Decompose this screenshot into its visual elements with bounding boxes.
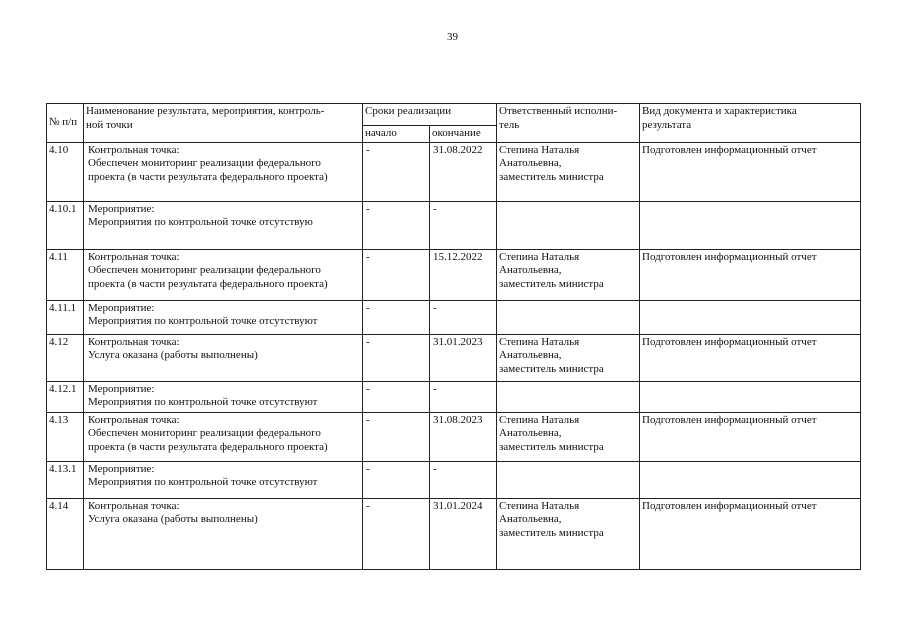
table-row (47, 412, 861, 461)
header-start: начало (363, 126, 430, 143)
row-start: - (363, 381, 430, 412)
row-responsible (497, 300, 640, 334)
table-row (47, 201, 861, 249)
row-responsible: Степина Наталья Анатольевна, заместитель министра (497, 334, 640, 381)
header-document-type: Вид документа и характеристика результата (640, 104, 861, 143)
row-start: - (363, 249, 430, 300)
row-name: Контрольная точка: Услуга оказана (работы выполнены) (84, 498, 363, 569)
implementation-plan-table (46, 103, 861, 570)
header-name: Наименование результата, мероприятия, контроль- ной точки (84, 104, 363, 143)
row-number: 4.13.1 (47, 461, 84, 498)
row-number: 4.14 (47, 498, 84, 569)
row-end: 31.01.2024 (430, 498, 497, 569)
row-end: 31.08.2023 (430, 412, 497, 461)
row-document-type (640, 300, 861, 334)
row-name: Контрольная точка: Обеспечен мониторинг реализации федерального проекта (в части результата федерального проекта) (84, 412, 363, 461)
row-start: - (363, 498, 430, 569)
page-number: 39 (447, 31, 458, 43)
row-end: 31.01.2023 (430, 334, 497, 381)
header-responsible: Ответственный исполни- тель (497, 104, 640, 143)
row-document-type (640, 201, 861, 249)
row-responsible: Степина Наталья Анатольевна, заместитель министра (497, 142, 640, 201)
row-name: Мероприятие: Мероприятия по контрольной точке отсутствую (84, 201, 363, 249)
row-end: 31.08.2022 (430, 142, 497, 201)
row-document-type (640, 461, 861, 498)
row-document-type: Подготовлен информационный отчет (640, 142, 861, 201)
row-responsible (497, 461, 640, 498)
row-end: - (430, 461, 497, 498)
table-row (47, 498, 861, 569)
table-row (47, 300, 861, 334)
row-responsible: Степина Наталья Анатольевна, заместитель министра (497, 249, 640, 300)
row-name: Контрольная точка: Обеспечен мониторинг реализации федерального проекта (в части результата федерального проекта) (84, 249, 363, 300)
table-row (47, 381, 861, 412)
row-name: Мероприятие: Мероприятия по контрольной точке отсутствуют (84, 461, 363, 498)
row-start: - (363, 412, 430, 461)
row-name: Мероприятие: Мероприятия по контрольной точке отсутствуют (84, 381, 363, 412)
row-name: Контрольная точка: Услуга оказана (работы выполнены) (84, 334, 363, 381)
row-responsible: Степина Наталья Анатольевна, заместитель министра (497, 498, 640, 569)
table-row (47, 249, 861, 300)
row-end: - (430, 201, 497, 249)
table-row (47, 142, 861, 201)
header-end: окончание (430, 126, 497, 143)
row-end: 15.12.2022 (430, 249, 497, 300)
row-end: - (430, 381, 497, 412)
header-number: № п/п (47, 104, 84, 143)
row-name: Контрольная точка: Обеспечен мониторинг реализации федерального проекта (в части результата федерального проекта) (84, 142, 363, 201)
row-number: 4.11 (47, 249, 84, 300)
row-responsible (497, 381, 640, 412)
row-start: - (363, 300, 430, 334)
row-number: 4.11.1 (47, 300, 84, 334)
row-document-type: Подготовлен информационный отчет (640, 249, 861, 300)
row-number: 4.13 (47, 412, 84, 461)
row-document-type (640, 381, 861, 412)
row-number: 4.12.1 (47, 381, 84, 412)
row-number: 4.12 (47, 334, 84, 381)
row-document-type: Подготовлен информационный отчет (640, 334, 861, 381)
table-row (47, 461, 861, 498)
row-start: - (363, 461, 430, 498)
row-start: - (363, 201, 430, 249)
row-responsible: Степина Наталья Анатольевна, заместитель министра (497, 412, 640, 461)
row-responsible (497, 201, 640, 249)
row-name: Мероприятие: Мероприятия по контрольной точке отсутствуют (84, 300, 363, 334)
row-document-type: Подготовлен информационный отчет (640, 498, 861, 569)
row-document-type: Подготовлен информационный отчет (640, 412, 861, 461)
row-start: - (363, 334, 430, 381)
header-dates: Сроки реализации (363, 104, 497, 126)
table-row (47, 334, 861, 381)
row-start: - (363, 142, 430, 201)
row-number: 4.10.1 (47, 201, 84, 249)
row-number: 4.10 (47, 142, 84, 201)
row-end: - (430, 300, 497, 334)
